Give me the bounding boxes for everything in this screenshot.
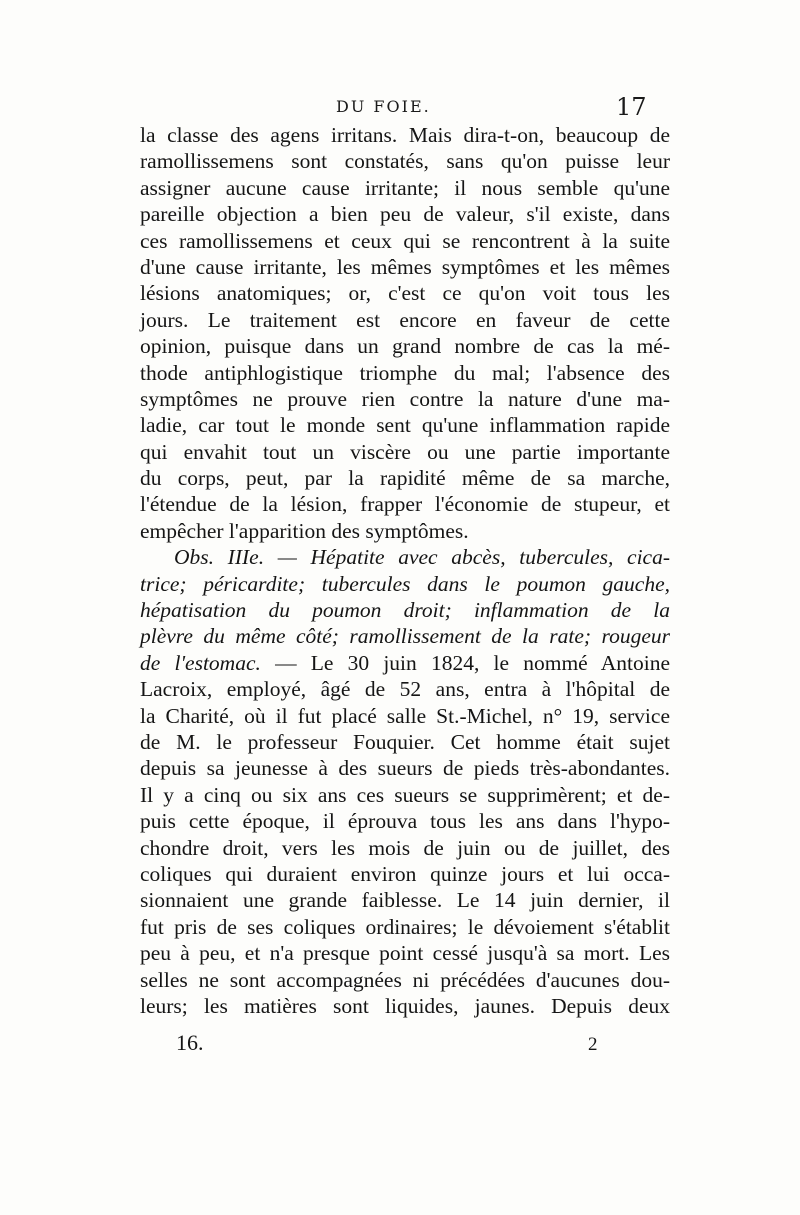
text-line: symptômes ne prouve rien contre la nature d'une ma- — [140, 386, 670, 411]
text-line: la Charité, où il fut placé salle St.-Michel, n° 19, service — [140, 703, 670, 728]
text-line: opinion, puisque dans un grand nombre de cas la mé- — [140, 334, 670, 359]
text-line: jours. Le traitement est encore en faveur de cette — [140, 307, 670, 332]
text-line: de M. le professeur Fouquier. Cet homme était sujet — [140, 729, 670, 754]
text-line: du corps, peut, par la rapidité même de sa marche, — [140, 466, 670, 491]
text-line: peu à peu, et n'a presque point cessé jusqu'à sa mort. Les — [140, 941, 670, 966]
text-line: sionnaient une grande faiblesse. Le 14 juin dernier, il — [140, 888, 670, 913]
text-line: ladie, car tout le monde sent qu'une inflammation rapide — [140, 413, 670, 438]
page-footer — [0, 1028, 800, 1068]
text-line: Lacroix, employé, âgé de 52 ans, entra à l'hôpital de — [140, 677, 670, 702]
observation-title: Hépatite avec abcès, tubercules, cica- — [310, 545, 671, 570]
text-line: ces ramollissemens et ceux qui se rencontrent à la suite — [140, 228, 670, 253]
text-line: Il y a cinq ou six ans ces sueurs se supprimèrent; et de- — [140, 782, 670, 807]
text-line: l'étendue de la lésion, frapper l'économie de stupeur, et — [140, 492, 670, 517]
observation-title-line: plèvre du même côté; ramollissement de la rate; rougeur — [140, 624, 670, 649]
text-line: assigner aucune cause irritante; il nous semble qu'une — [140, 175, 670, 200]
text-line: pareille objection a bien peu de valeur, s'il existe, dans — [140, 202, 670, 227]
signature-mark: 16. — [176, 1030, 204, 1055]
text-line: la classe des agens irritans. Mais dira-t-on, beaucoup de — [140, 123, 670, 147]
running-title: DU FOIE. — [336, 97, 431, 116]
text-line: ramollissemens sont constatés, sans qu'on puisse leur — [140, 149, 670, 174]
sheet-mark: 2 — [588, 1034, 598, 1055]
observation-title-line: trice; péricardite; tubercules dans le poumon gauche, — [140, 571, 670, 596]
observation-title-line: de l'estomac. — Le 30 juin 1824, le nommé Antoine — [140, 650, 670, 675]
text-line: fut pris de ses coliques ordinaires; le dévoiement s'établit — [140, 914, 670, 939]
observation-label: Obs. IIIe. — — [174, 545, 297, 570]
text-line: thode antiphlogistique triomphe du mal; l'absence des — [140, 360, 670, 385]
text-line: coliques qui duraient environ quinze jours et lui occa- — [140, 861, 670, 886]
observation-title-line: hépatisation du poumon droit; inflammation de la — [140, 598, 670, 623]
observation-text-start: — Le 30 juin 1824, le nommé Antoine — [260, 650, 670, 675]
text-line: empêcher l'apparition des symptômes. — [140, 518, 469, 543]
running-head — [0, 93, 800, 123]
text-line: selles ne sont accompagnées ni précédées d'aucunes dou- — [140, 967, 670, 992]
page-number: 17 — [616, 93, 647, 121]
text-line: chondre droit, vers les mois de juin ou de juillet, des — [140, 835, 670, 860]
text-line: lésions anatomiques; or, c'est ce qu'on voit tous les — [140, 281, 670, 306]
observation-heading-line — [140, 544, 670, 570]
text-line: puis cette époque, il éprouva tous les ans dans l'hypo- — [140, 809, 670, 834]
text-line: depuis sa jeunesse à des sueurs de pieds très-abondantes. — [140, 756, 670, 781]
body-text — [140, 122, 670, 1019]
text-line: d'une cause irritante, les mêmes symptômes et les mêmes — [140, 254, 670, 279]
text-line: leurs; les matières sont liquides, jaunes. Depuis deux — [140, 993, 670, 1018]
text-line: qui envahit tout un viscère ou une partie importante — [140, 439, 670, 464]
